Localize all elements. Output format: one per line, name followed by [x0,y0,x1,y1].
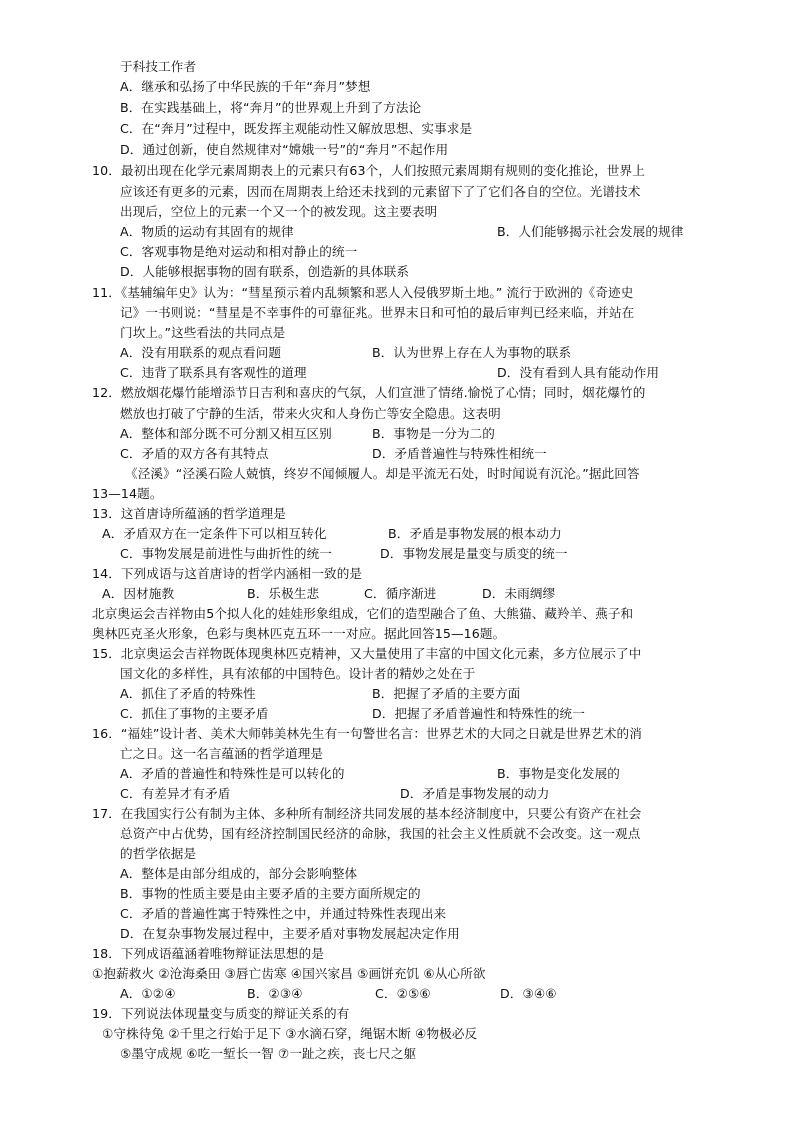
question-11-stem-cont: 门坎上。”这些看法的共同点是 [120,325,286,340]
option-d: D．未雨绸缪 [482,586,556,601]
text-line: 于科技工作者 [120,59,197,74]
option-b: B．矛盾是事物发展的根本动力 [388,526,562,541]
option-a: A．整体是由部分组成的，部分会影响整体 [120,866,358,881]
option-a: A．矛盾双方在一定条件下可以相互转化 [102,526,327,541]
option-a: A．继承和弘扬了中华民族的千年“奔月”梦想 [120,79,371,94]
option-d: D．矛盾普遍性与特殊性相统一 [372,446,547,461]
option-b: B．把握了矛盾的主要方面 [372,686,521,701]
poem-intro-cont: 13—14题。 [92,486,163,501]
mascot-intro-cont: 奥林匹克圣火形象，色彩与奥林匹克五环一一对应。据此回答15—16题。 [92,626,506,641]
option-a: A．物质的运动有其固有的规律 [120,224,294,239]
option-d: D．事物发展是量变与质变的统一 [380,546,568,561]
option-b: B．乐极生悲 [247,586,320,601]
poem-intro: 《泾溪》“泾溪石险人兢慎，终岁不闻倾履人。却是平流无石处，时时闻说有沉沦。”据此回答 [125,466,640,481]
idiom-list: ①守株待兔 ②千里之行始于足下 ③水滴石穿，绳锯木断 ④物极必反 [102,1026,478,1041]
option-a: A．抓住了矛盾的特殊性 [120,686,256,701]
question-10-stem-cont: 出现后，空位上的元素一个又一个的被发现。这主要表明 [120,204,438,219]
mascot-intro: 北京奥运会吉祥物由5个拟人化的娃娃形象组成，它们的造型融合了鱼、大熊猫、藏羚羊、燕子和 [92,606,634,621]
idiom-list-cont: ⑤墨守成规 ⑥吃一堑长一智 ⑦一趾之疾，丧七尺之躯 [120,1046,417,1061]
question-16-stem-cont: 亡之日。这一名言蕴涵的哲学道理是 [120,746,324,761]
option-d: D．没有看到人具有能动作用 [497,365,660,380]
option-d: D．③④⑥ [500,986,557,1001]
question-15-stem-cont: 国文化的多样性，具有浓郁的中国特色。设计者的精妙之处在于 [120,666,476,681]
option-b: B．事物是一分为二的 [372,426,495,441]
option-c: C．抓住了事物的主要矛盾 [120,706,269,721]
idiom-list: ①抱薪救火 ②沧海桑田 ③唇亡齿寒 ④国兴家昌 ⑤画饼充饥 ⑥从心所欲 [92,966,486,981]
option-b: B．事物是变化发展的 [497,766,620,781]
question-15-stem: 15．北京奥运会吉祥物既体现奥林匹克精神，又大量使用了丰富的中国文化元素，多方位展示了中 [92,646,642,661]
option-c: C．矛盾的普遍性寓于特殊性之中，并通过特殊性表现出来 [120,906,447,921]
option-a: A．整体和部分既不可分割又相互区别 [120,426,332,441]
option-c: C．客观事物是绝对运动和相对静止的统一 [120,244,358,259]
option-c: C．违背了联系具有客观性的道理 [120,365,307,380]
option-c: C．②⑤⑥ [375,986,431,1001]
option-a: A．①②④ [120,986,176,1001]
option-b: B．人们能够揭示社会发展的规律 [497,224,684,239]
option-b: B．在实践基础上，将“奔月”的世界观上升到了方法论 [120,100,422,115]
option-c: C．在“奔月”过程中，既发挥主观能动性又解放思想、实事求是 [120,121,473,136]
question-12-stem-cont: 燃放也打破了宁静的生活，带来火灾和人身伤亡等安全隐患。这表明 [120,406,501,421]
question-11-stem-cont: 记》一书则说：“彗星是不幸事件的可靠征兆。世界末日和可怕的最后审判已经来临，并站在 [120,305,635,320]
question-11-stem: 11．《基辅编年史》认为：“彗星预示着内乱频繁和恶人入侵俄罗斯土地。” 流行于欧洲的《奇迹史 [92,285,634,300]
question-13-stem: 13．这首唐诗所蕴涵的哲学道理是 [92,506,286,521]
question-17-stem-cont: 总资产中占优势，国有经济控制国民经济的命脉，我国的社会主义性质就不会改变。这一观点 [120,826,641,841]
question-12-stem: 12．燃放烟花爆竹能增添节日吉利和喜庆的气氛，人们宣泄了情绪.愉悦了心情；同时，烟花爆竹的 [92,385,646,400]
option-a: A．没有用联系的观点看问题 [120,345,282,360]
question-14-stem: 14．下列成语与这首唐诗的哲学内涵相一致的是 [92,566,363,581]
option-c: C．循序渐进 [364,586,437,601]
option-d: D．人能够根据事物的固有联系，创造新的具体联系 [120,264,410,279]
option-d: D．矛盾是事物发展的动力 [400,786,550,801]
option-b: B．②③④ [247,986,303,1001]
option-d: D．通过创新，使自然规律对“嫦娥一号”的“奔月”不起作用 [120,142,449,157]
option-b: B．认为世界上存在人为事物的联系 [372,345,572,360]
question-17-stem: 17．在我国实行公有制为主体、多种所有制经济共同发展的基本经济制度中，只要公有资产在社会 [92,806,642,821]
option-c: C．事物发展是前进性与曲折性的统一 [120,546,332,561]
option-c: C．有差异才有矛盾 [120,786,231,801]
option-a: A．因材施教 [102,586,175,601]
option-b: B．事物的性质主要是由主要矛盾的主要方面所规定的 [120,886,421,901]
option-a: A．矛盾的普遍性和特殊性是可以转化的 [120,766,345,781]
question-18-stem: 18．下列成语蕴涵着唯物辩证法思想的是 [92,946,325,961]
question-17-stem-cont: 的哲学依据是 [120,846,197,861]
option-d: D．把握了矛盾普遍性和特殊性的统一 [372,706,585,721]
question-19-stem: 19．下列说法体现量变与质变的辩证关系的有 [92,1006,350,1021]
option-c: C．矛盾的双方各有其特点 [120,446,269,461]
question-16-stem: 16．“福娃”设计者、美术大师韩美林先生有一句警世名言：世界艺术的大同之日就是世界艺术的消 [92,726,642,741]
question-10-stem: 10．最初出现在化学元素周期表上的元素只有63个，人们按照元素周期有规则的变化推论，世界上 [92,163,645,178]
option-d: D．在复杂事物发展过程中，主要矛盾对事物发展起决定作用 [120,926,460,941]
question-10-stem-cont: 应该还有更多的元素，因而在周期表上给还未找到的元素留下了了它们各自的空位。光谱技术 [120,184,641,199]
